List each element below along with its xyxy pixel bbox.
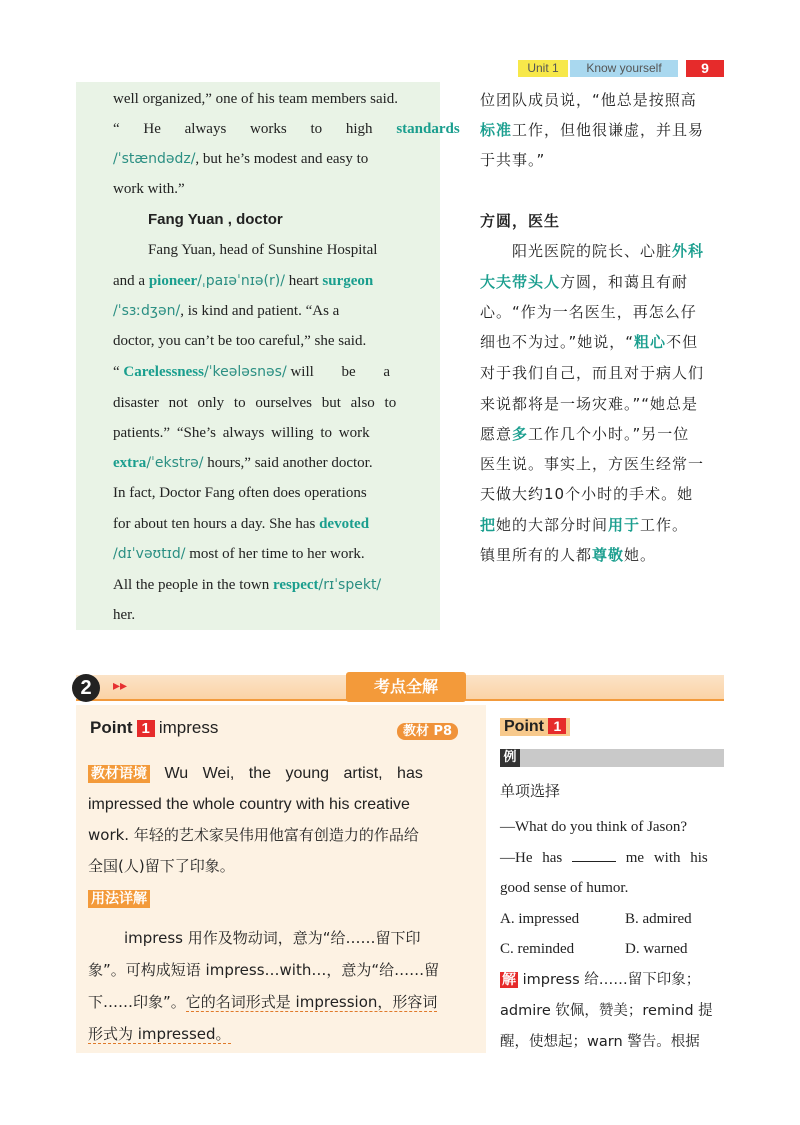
answer-explanation (500, 965, 726, 1058)
passage-heading: Fang Yuan , doctor (148, 211, 283, 228)
phonetic: /ˈstændədz/ (113, 151, 196, 167)
phonetic: /rɪˈspekt/ (318, 577, 382, 593)
translation-line: 阳光医院的院长、心脏外科 (512, 242, 705, 260)
question-line: —He has me with his (500, 849, 708, 866)
example-bar (500, 749, 724, 767)
option-a: A. impressed (500, 910, 580, 927)
translation-line: 来说都将是一场灾难。”“她总是 (480, 395, 699, 413)
usage-block (88, 922, 478, 1050)
point-number: 1 (137, 720, 155, 737)
example-label: 例 (500, 749, 520, 767)
passage-line: and a pioneer/ˌpaɪəˈnɪə(r)/ heart surgeon (113, 273, 374, 289)
option-b: B. admired (625, 910, 692, 927)
keyword: respect (272, 577, 319, 593)
section-title: 考点全解 (346, 672, 466, 702)
usage-line: 形式为 impressed。 (88, 1025, 231, 1043)
translation-line: 位团队成员说，“他总是按照高 (480, 91, 697, 109)
passage-line: /ˈsɜːdʒən/, is kind and patient. “As a (113, 303, 340, 319)
question-line: —What do you think of Jason? (500, 819, 688, 835)
context-line: impressed the whole country with his creative (88, 796, 410, 813)
passage-line: work with.” (113, 181, 185, 197)
translation-line: 心。“作为一名医生，再怎么仔 (480, 303, 697, 321)
phonetic: /ˈekstrə/ (146, 455, 204, 471)
unit-label: Unit 1 (518, 60, 568, 77)
keyword: extra (113, 455, 147, 471)
answer-blank (572, 861, 616, 862)
passage-line: /dɪˈvəʊtɪd/ most of her time to her work. (113, 546, 365, 562)
passage-line: well organized,” one of his team members said. (113, 91, 399, 107)
phonetic: /dɪˈvəʊtɪd/ (113, 546, 186, 562)
keyword: pioneer (148, 273, 198, 289)
explanation-line: 解 impress 给……留下印象； (502, 972, 701, 988)
section-number: 2 (72, 674, 100, 702)
translation-line: 标准工作，但他很谦虚，并且易 (480, 121, 705, 139)
textbook-tag: 教材 P8 (397, 720, 458, 740)
context-line: 全国(人)留下了印象。 (88, 857, 235, 875)
translation-line: 天做大约10个小时的手术。她 (480, 485, 694, 503)
keyword: surgeon (322, 273, 374, 289)
option-c: C. reminded (500, 941, 575, 957)
keyword: standards (396, 121, 460, 137)
usage-line: impress 用作及物动词，意为“给……留下印 (124, 929, 421, 947)
passage-line: “ Carelessness/ˈkeələsnəs/ will be a (113, 364, 391, 380)
explanation-line: 醒，使想起；warn 警告。根据 (500, 1034, 700, 1050)
passage-line: patients.” “She’s always willing to work (113, 425, 370, 441)
passage-line: In fact, Doctor Fang often does operations (113, 485, 367, 501)
option-d: D. warned (625, 941, 688, 957)
keyword: Carelessness (123, 364, 204, 380)
passage-line: extra/ˈekstrə/ hours,” said another doctor. (113, 455, 373, 471)
usage-label: 用法详解 (88, 888, 150, 908)
passage-line: /ˈstændədz/, but he’s modest and easy to (113, 151, 369, 167)
context-block (88, 758, 476, 882)
exercise-question (500, 812, 726, 965)
question-line: good sense of humor. (500, 880, 629, 896)
point-word: impress (158, 718, 219, 737)
passage-line: her. (113, 607, 136, 623)
translation-line: 于共事。” (480, 151, 546, 169)
translation-line: 大夫带头人方圆，和蔼且有耐 (480, 273, 689, 291)
translation-heading: 方圆，医生 (480, 212, 561, 230)
phonetic: /ˈsɜːdʒən/ (113, 303, 181, 319)
keyword: devoted (319, 516, 370, 532)
exercise-type: 单项选择 (500, 782, 561, 800)
translation-line: 把她的大部分时间用于工作。 (480, 516, 689, 534)
context-line: 教材语境 Wu Wei, the young artist, has (88, 758, 476, 789)
phonetic: /ˈkeələsnəs/ (203, 364, 287, 380)
translation-line: 镇里所有的人都尊敬她。 (480, 546, 657, 564)
highlight-label: 教材语境 (88, 765, 150, 783)
options-row (500, 904, 726, 935)
passage-line: Fang Yuan, head of Sunshine Hospital (148, 242, 378, 258)
translation-line: 愿意多工作几个小时。”另一位 (480, 425, 690, 443)
passage-line: doctor, you can’t be too careful,” she said. (113, 333, 367, 349)
double-arrow-icon: ▸▸ (113, 678, 128, 694)
point-heading: Point 1 impress (90, 718, 219, 737)
passage-line: “ He always works to high standards (113, 121, 460, 137)
page-number: 9 (686, 60, 724, 77)
passage-line: for about ten hours a day. She has devoted (113, 516, 370, 532)
usage-line: 象”。可构成短语 impress…with…，意为“给……留 (88, 961, 440, 979)
answer-label: 解 (502, 972, 516, 988)
phonetic: /ˌpaɪəˈnɪə(r)/ (197, 273, 285, 289)
translation-line: 医生说。事实上，方医生经常一 (480, 455, 705, 473)
passage-line: disaster not only to ourselves but also to (113, 395, 397, 411)
translation-line: 细也不为过。”她说，“粗心不但 (480, 333, 699, 351)
options-row (500, 934, 726, 965)
context-line: work. 年轻的艺术家吴伟用他富有创造力的作品给 (88, 826, 419, 844)
unit-topic: Know yourself (570, 60, 678, 77)
usage-line: 下……印象”。它的名词形式是 impression，形容词 (88, 993, 438, 1011)
explanation-line: admire 钦佩，赞美；remind 提 (500, 1003, 713, 1019)
exercise-point-heading: Point 1 (500, 718, 570, 736)
passage-line: All the people in the town respect/rɪˈspekt/ (113, 577, 382, 593)
translation-line: 对于我们自己，而且对于病人们 (480, 364, 705, 382)
